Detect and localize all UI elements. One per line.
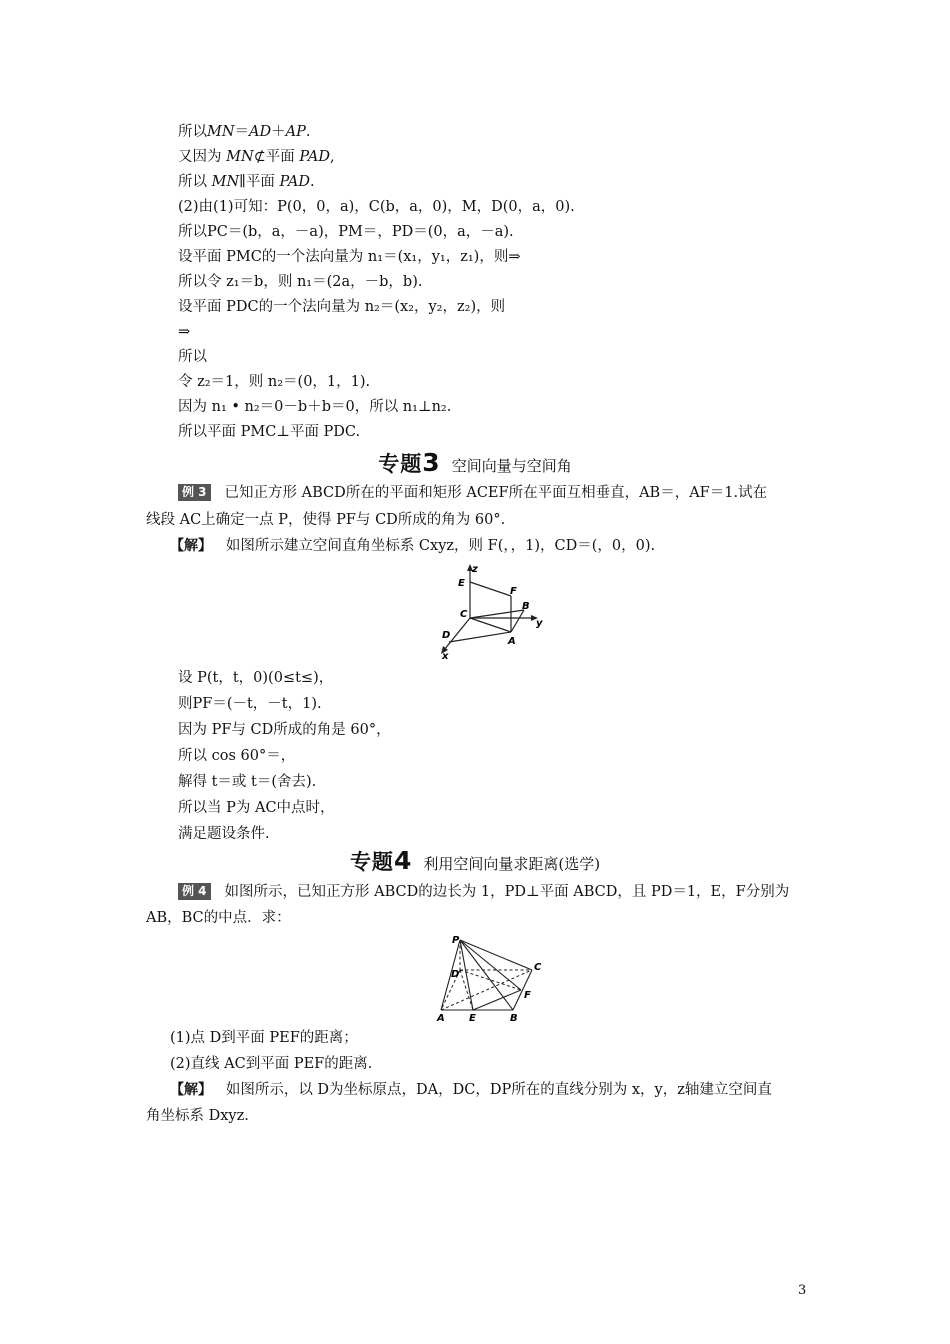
- text: 又因为: [178, 149, 227, 165]
- solution-3-line-7: 满足题设条件.: [178, 826, 270, 842]
- label-E: E: [469, 1013, 476, 1022]
- proof-line-10: 所以: [178, 349, 207, 365]
- solution-3-line-5: 解得 t＝或 t＝(舍去).: [178, 774, 317, 790]
- proof-line-11: 令 z₂＝1，则 n₂＝(0，1，1).: [178, 374, 371, 390]
- coordinate-figure: [432, 560, 552, 660]
- topic-prefix: 专题: [349, 850, 394, 874]
- math: AP: [285, 124, 306, 140]
- proof-line-3: [178, 172, 315, 192]
- example-badge: 例 3: [178, 484, 211, 501]
- label-E: E: [458, 578, 465, 589]
- label-A: A: [437, 1013, 445, 1022]
- math: MN: [207, 124, 235, 140]
- text: ＋: [271, 124, 286, 140]
- example-4-line-2: AB，BC的中点．求：: [146, 910, 291, 926]
- text: ∥平面: [239, 174, 280, 190]
- text: ＝: [234, 124, 250, 140]
- example-3-line-1: [178, 483, 767, 503]
- solution-label: 【解】: [170, 538, 212, 554]
- label-z: z: [472, 564, 478, 575]
- label-F: F: [510, 586, 517, 597]
- proof-line-9: ⇒: [178, 324, 191, 340]
- math: AD: [249, 124, 272, 140]
- solution-4-line-1: [170, 1080, 772, 1100]
- math: PAD: [299, 149, 330, 165]
- proof-line-12: 因为 n₁ • n₂＝0－b＋b＝0，所以 n₁⊥n₂.: [178, 399, 452, 415]
- math: PAD: [279, 174, 310, 190]
- label-P: P: [452, 935, 460, 946]
- text: ⊄平面: [253, 149, 300, 165]
- solution-4-line-2: 角坐标系 Dxyz.: [146, 1108, 249, 1124]
- label-B: B: [522, 601, 530, 612]
- pyramid-figure: [428, 930, 552, 1022]
- label-D: D: [451, 969, 460, 980]
- label-B: B: [510, 1013, 518, 1022]
- topic-prefix: 专题: [378, 452, 423, 476]
- text: 所以: [178, 124, 207, 140]
- proof-line-5: 所以PC＝(b，a，－a)，PM＝，PD＝(0，a，－a).: [178, 224, 514, 240]
- example-3-line-2: 线段 AC上确定一点 P，使得 PF与 CD所成的角为 60°.: [146, 512, 506, 528]
- question-1: (1)点 D到平面 PEF的距离；: [170, 1030, 358, 1046]
- math: MN: [226, 149, 254, 165]
- label-C: C: [534, 962, 542, 973]
- label-D: D: [442, 630, 451, 641]
- topic-4-heading: [0, 846, 950, 876]
- label-x: x: [442, 651, 449, 660]
- solution-label: 【解】: [170, 1082, 212, 1098]
- proof-line-1: [178, 122, 311, 142]
- question-2: (2)直线 AC到平面 PEF的距离.: [170, 1056, 373, 1072]
- example-badge: 例 4: [178, 883, 211, 900]
- text: .: [305, 124, 311, 140]
- page-number: 3: [798, 1283, 807, 1298]
- label-A: A: [508, 636, 516, 647]
- text: 如图所示，已知正方形 ABCD的边长为 1，PD⊥平面 ABCD，且 PD＝1，E，F分别为: [224, 884, 790, 900]
- proof-line-7: 所以令 z₁＝b，则 n₁＝(2a，－b，b).: [178, 274, 423, 290]
- math: MN: [211, 174, 240, 190]
- text: 如图所示建立空间直角坐标系 Cxyz，则 F(，，1)，CD＝(，0，0).: [225, 538, 656, 554]
- proof-line-13: 所以平面 PMC⊥平面 PDC.: [178, 424, 361, 440]
- proof-line-2: [178, 147, 335, 167]
- topic-title: 空间向量与空间角: [451, 457, 572, 475]
- proof-line-6: 设平面 PMC的一个法向量为 n₁＝(x₁，y₁，z₁)，则⇒: [178, 249, 521, 265]
- text: 已知正方形 ABCD所在的平面和矩形 ACEF所在平面互相垂直，AB＝，AF＝1.试在: [224, 485, 768, 501]
- text: ,: [329, 149, 335, 165]
- solution-3-line-4: 所以 cos 60°＝，: [178, 748, 296, 764]
- proof-line-8: 设平面 PDC的一个法向量为 n₂＝(x₂，y₂，z₂)，则: [178, 299, 506, 315]
- text: 如图所示，以 D为坐标原点，DA，DC，DP所在的直线分别为 x，y，z轴建立空间直: [225, 1082, 772, 1098]
- topic-number: 3: [422, 448, 440, 477]
- text: .: [310, 174, 315, 190]
- label-C: C: [460, 609, 468, 620]
- example-4-line-1: [178, 882, 789, 902]
- solution-3-line-6: 所以当 P为 AC中点时，: [178, 800, 335, 816]
- topic-3-heading: [0, 448, 950, 478]
- solution-3-line-2: 则PF＝(－t，－t，1).: [178, 696, 322, 712]
- proof-line-4: (2)由(1)可知：P(0，0，a)，C(b，a，0)，M，D(0，a，0).: [178, 199, 575, 215]
- topic-number: 4: [393, 846, 412, 875]
- topic-title: 利用空间向量求距离(选学): [423, 855, 601, 873]
- solution-3-line-3: 因为 PF与 CD所成的角是 60°，: [178, 722, 391, 738]
- solution-3-line-1: 设 P(t，t，0)(0≤t≤)，: [178, 670, 334, 686]
- label-y: y: [536, 618, 543, 629]
- example-3-solution: [170, 536, 655, 556]
- label-F: F: [524, 990, 531, 1001]
- text: 所以: [178, 174, 212, 190]
